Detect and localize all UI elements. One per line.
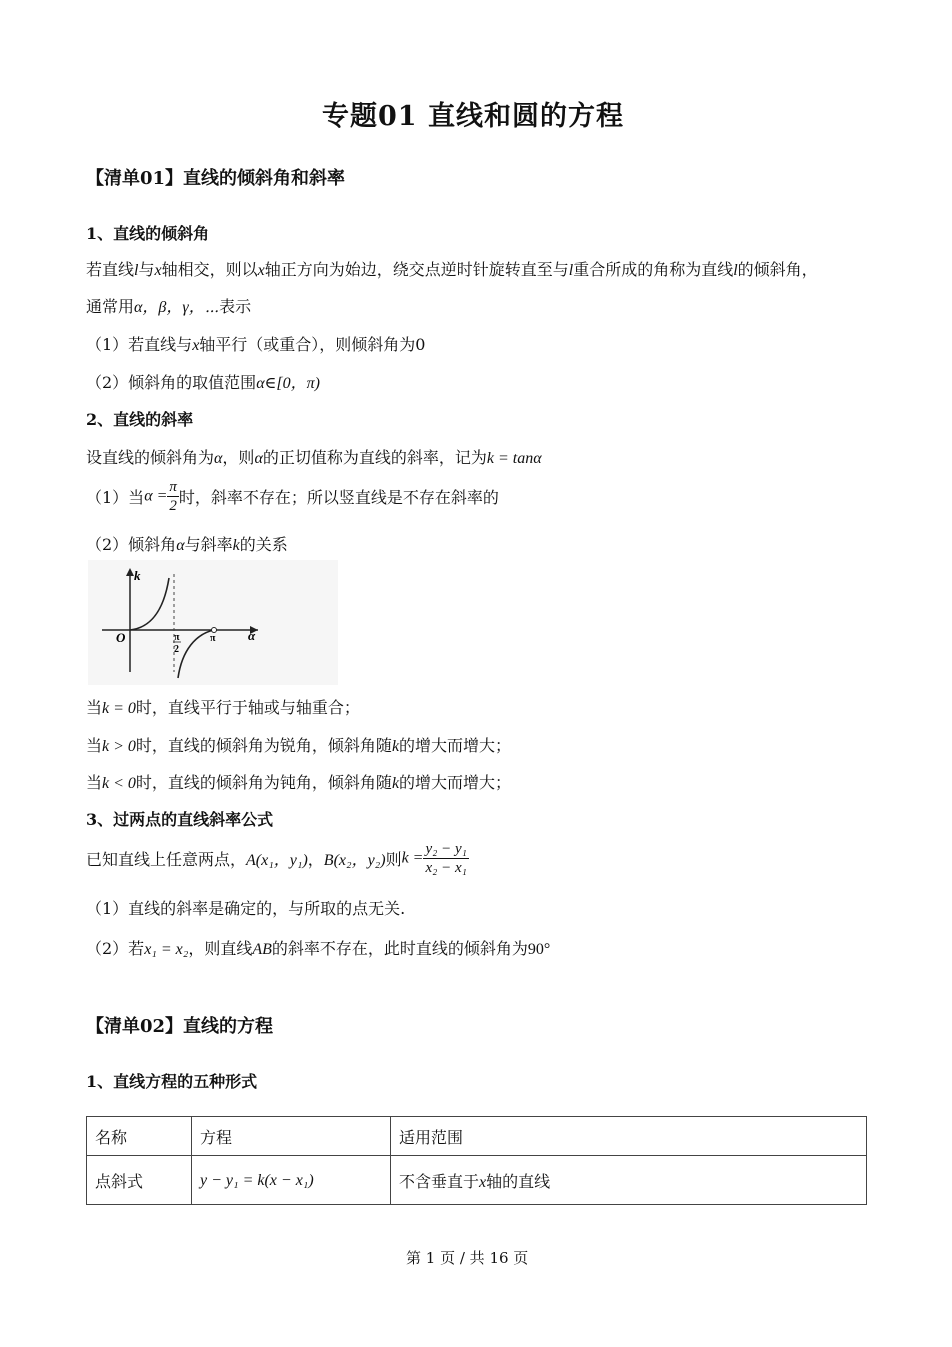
fraction-slope-formula: $\frac{\text{y₂ − y₁}}{\text{x₂ − x₁}}$ <box>425 841 467 876</box>
paragraph-inclination-notation: 通常用α，β，γ，⋯表示 <box>86 297 252 316</box>
pi-point <box>212 628 217 633</box>
pi-half-denominator: 2 <box>174 644 179 655</box>
subheading-inclination-angle: 1、直线的倾斜角 <box>86 224 210 243</box>
fraction-pi-over-2: $\frac{\pi}{2}$ <box>169 479 177 514</box>
case-k-positive: 当k > 0时，直线的倾斜角为锐角，倾斜角随k的增大而增大； <box>86 736 512 755</box>
subheading-five-forms: 1、直线方程的五种形式 <box>86 1072 258 1091</box>
paragraph-two-point-formula: 已知直线上任意两点，A(x₁，y₁)，B(x₂，y₂)则k = $\frac{\text{y₂ − y₁}}{\text{x₂ − x₁}}$ <box>86 841 467 876</box>
x-axis-label: α <box>248 628 256 643</box>
section-heading-list-01: 【清单01】直线的倾斜角和斜率 <box>86 168 346 189</box>
table-header-row <box>87 1117 867 1156</box>
case-k-zero: 当k = 0时，直线平行于轴或与轴重合； <box>86 698 360 717</box>
list-item-vertical-ab: （2）若x₁ = x₂，则直线AB的斜率不存在，此时直线的倾斜角为90° <box>86 939 551 958</box>
paragraph-inclination-definition: 若直线l与x轴相交，则以x轴正方向为始边，绕交点逆时针旋转直至与l重合所成的角称为直线l的倾斜角， <box>86 260 818 279</box>
table-cell-equation: y − y₁ = k(x − x₁) <box>192 1156 391 1205</box>
subheading-two-point-slope: 3、过两点的直线斜率公式 <box>86 810 274 829</box>
table-cell-range: 不含垂直于x轴的直线 <box>391 1156 867 1205</box>
table-row <box>87 1156 867 1205</box>
case-k-negative: 当k < 0时，直线的倾斜角为钝角，倾斜角随k的增大而增大； <box>86 773 512 792</box>
section-heading-list-02: 【清单02】直线的方程 <box>86 1016 274 1037</box>
slope-angle-graph <box>88 560 338 685</box>
pi-label: π <box>210 633 216 644</box>
list-item-angle-range: （2）倾斜角的取值范围α∈[0，π) <box>86 373 321 392</box>
table-header-equation: 方程 <box>192 1117 391 1156</box>
list-item-parallel-x-axis: （1）若直线与x轴平行（或重合），则倾斜角为0 <box>86 335 426 354</box>
list-item-slope-independent: （1）直线的斜率是确定的，与所取的点无关. <box>86 899 406 918</box>
page-footer: 第 1 页 / 共 16 页 <box>406 1249 529 1267</box>
line-equation-forms-table <box>86 1116 867 1205</box>
table-cell-name: 点斜式 <box>87 1156 192 1205</box>
list-item-angle-slope-relation: （2）倾斜角α与斜率k的关系 <box>86 535 288 554</box>
table-header-range: 适用范围 <box>391 1117 867 1156</box>
paragraph-slope-definition: 设直线的倾斜角为α，则α的正切值称为直线的斜率，记为k = tanα <box>86 448 542 467</box>
subheading-slope: 2、直线的斜率 <box>86 410 194 429</box>
list-item-vertical-line: （1）当α = $\frac{\pi}{2}$ 时，斜率不存在；所以竖直线是不存在斜率的 <box>86 479 499 514</box>
pi-half-numerator: π <box>174 632 180 643</box>
table-header-name: 名称 <box>87 1117 192 1156</box>
graph-background <box>88 560 338 685</box>
y-axis-label: k <box>134 568 141 583</box>
origin-label: O <box>116 630 126 645</box>
page-title: 专题01 直线和圆的方程 <box>322 101 624 132</box>
